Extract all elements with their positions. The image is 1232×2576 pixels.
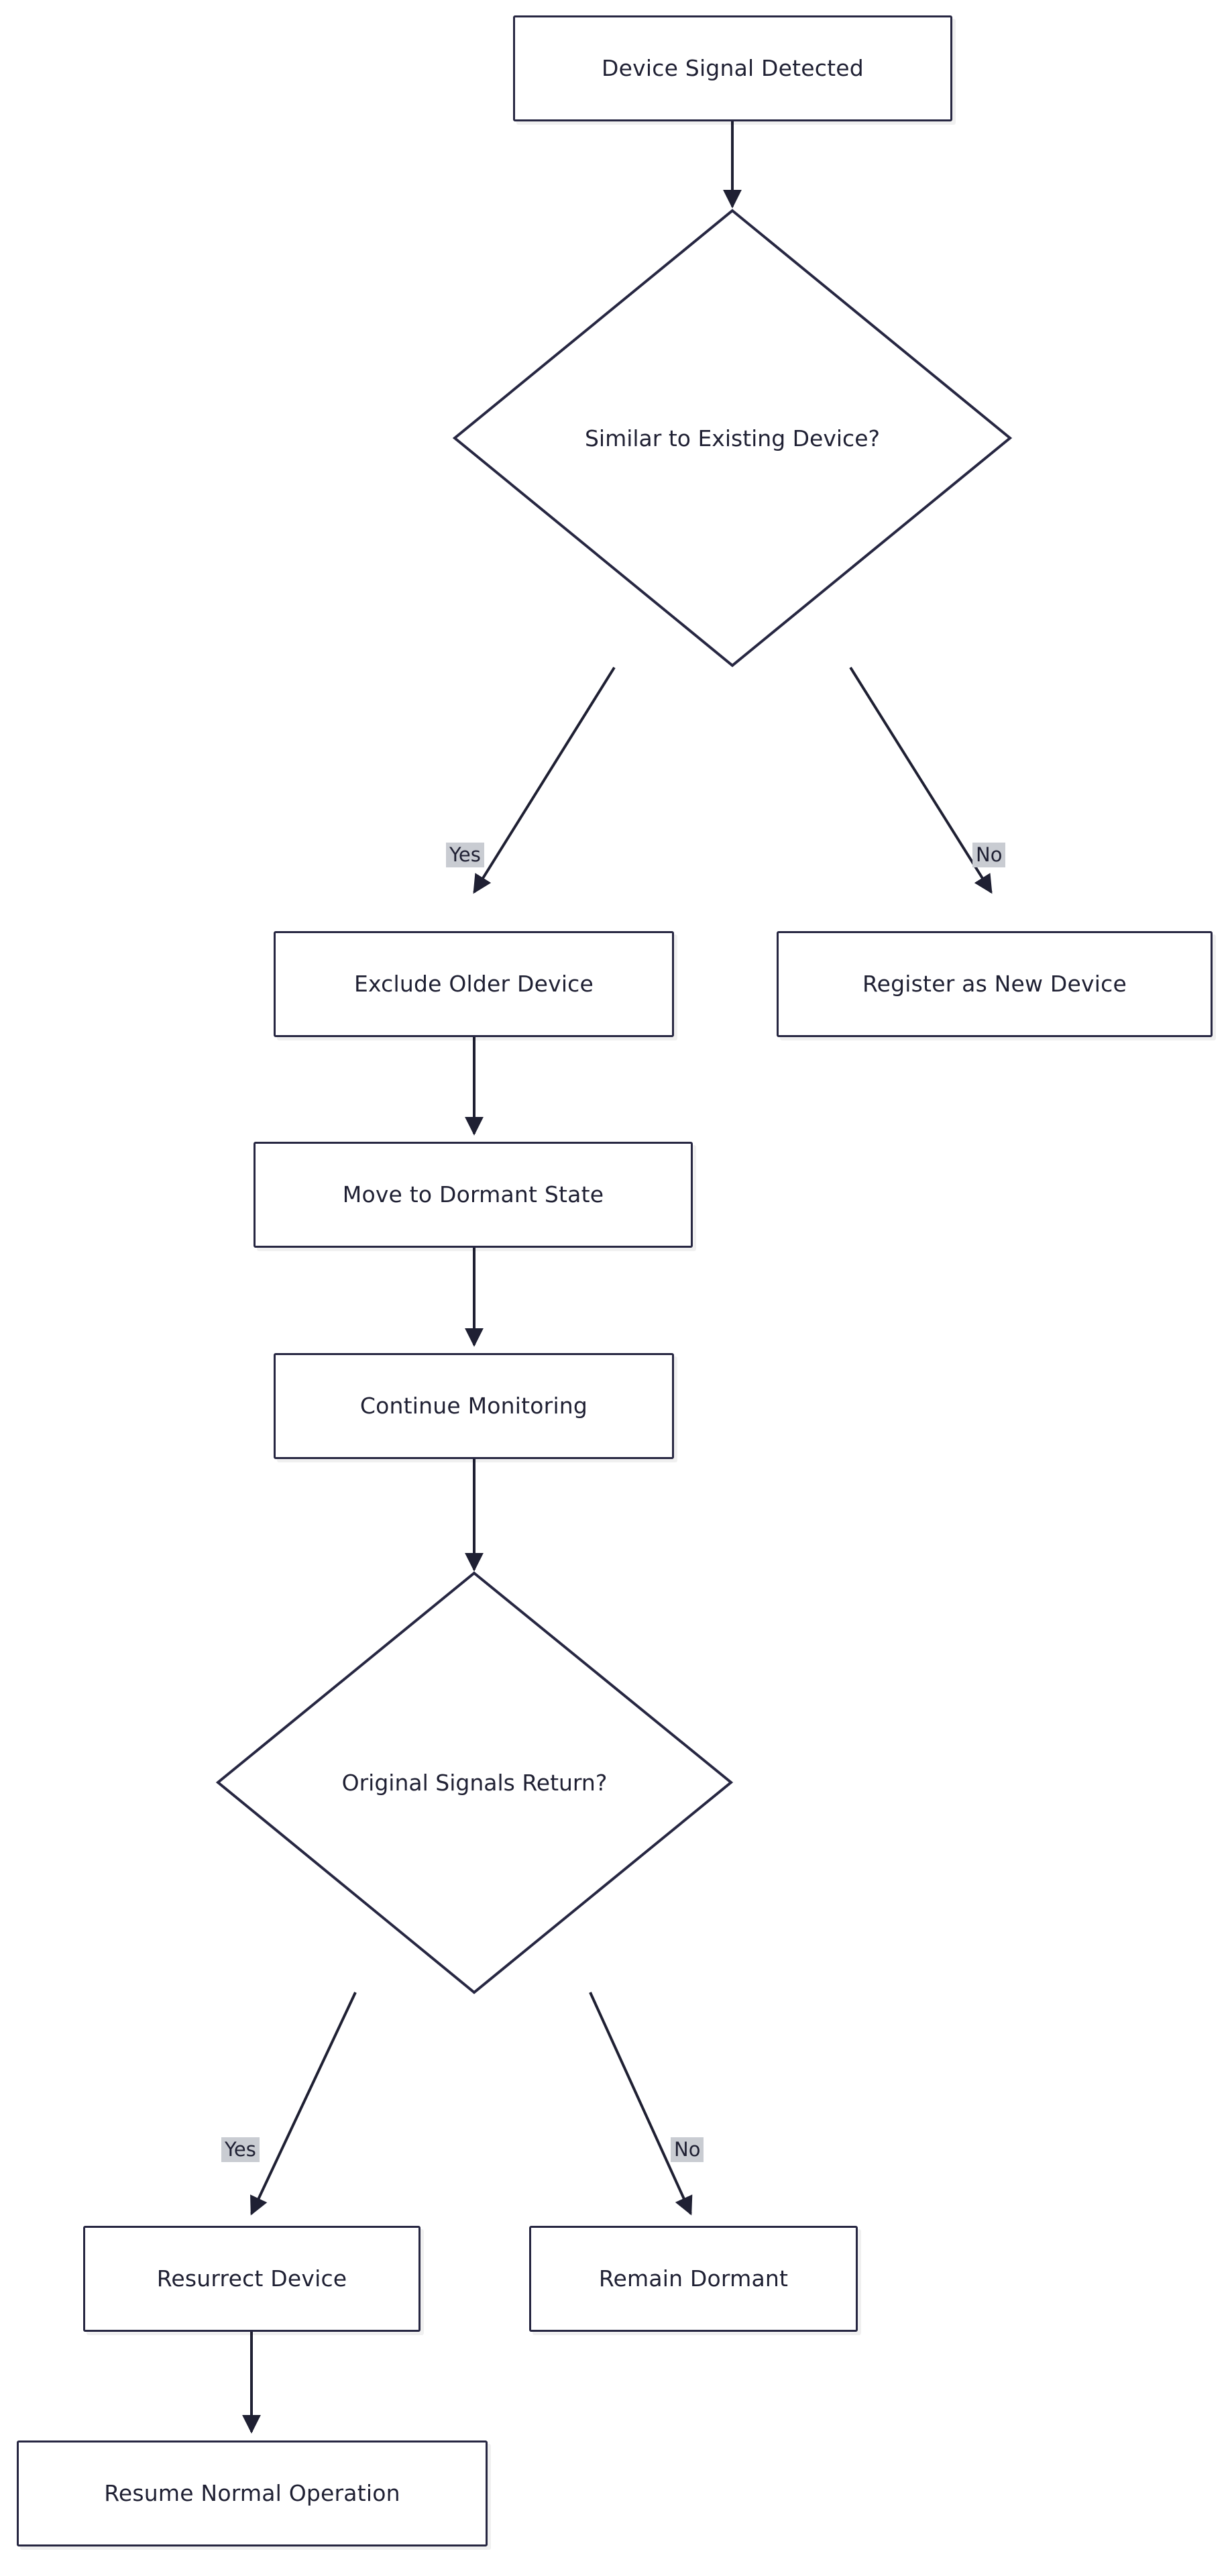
- node-original-signals-return[interactable]: [215, 1570, 734, 1996]
- node-similar-to-existing-device[interactable]: [451, 207, 1014, 669]
- edge-label-no-similar: No: [972, 843, 1005, 867]
- node-label: Register as New Device: [862, 971, 1127, 998]
- edge-similar-to-exclude: [474, 667, 614, 892]
- edge-label-yes-return: Yes: [221, 2137, 260, 2162]
- node-exclude-older-device[interactable]: [274, 931, 674, 1037]
- node-register-as-new-device[interactable]: [777, 931, 1213, 1037]
- node-device-signal-detected[interactable]: [513, 15, 952, 121]
- node-remain-dormant[interactable]: [529, 2226, 858, 2332]
- node-label: Remain Dormant: [598, 2265, 789, 2292]
- node-label: Move to Dormant State: [342, 1181, 604, 1208]
- node-resurrect-device[interactable]: [83, 2226, 421, 2332]
- node-continue-monitoring[interactable]: [274, 1353, 674, 1459]
- node-move-to-dormant-state[interactable]: [254, 1142, 693, 1248]
- node-label: Resurrect Device: [156, 2265, 347, 2292]
- edge-return-to-remain: [590, 1992, 691, 2214]
- node-label: Exclude Older Device: [353, 971, 594, 998]
- edge-similar-to-register: [850, 667, 991, 892]
- node-label: Device Signal Detected: [602, 55, 864, 82]
- node-label: Original Signals Return?: [341, 1770, 608, 1796]
- node-label: Continue Monitoring: [359, 1393, 588, 1419]
- edge-label-yes-similar: Yes: [446, 843, 484, 867]
- node-label: Resume Normal Operation: [104, 2480, 400, 2507]
- node-label: Similar to Existing Device?: [584, 425, 881, 451]
- node-resume-normal-operation[interactable]: [17, 2440, 488, 2546]
- edge-label-no-return: No: [671, 2137, 704, 2162]
- edge-return-to-resurrect: [251, 1992, 355, 2214]
